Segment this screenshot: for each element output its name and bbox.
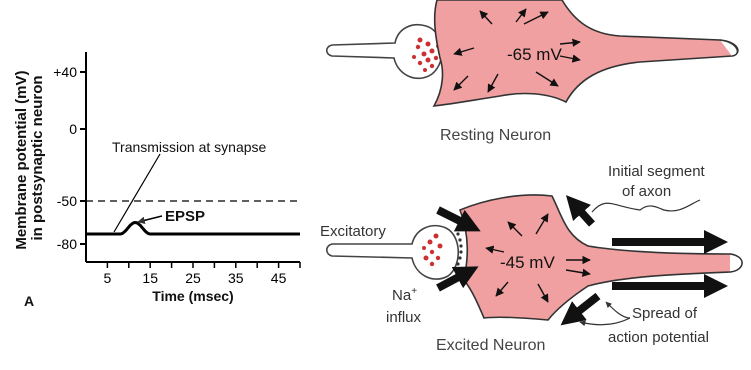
excited-neuron	[320, 163, 742, 354]
transmission-label: Transmission at synapse	[112, 139, 267, 155]
resting-cell-body	[434, 0, 738, 106]
y-tick-label: +40	[53, 64, 77, 80]
spread-label-line1: Spread of	[632, 305, 698, 322]
na-text: Na	[392, 287, 412, 304]
y-tick-label: -50	[56, 193, 77, 209]
resting-neuron	[327, 0, 738, 144]
na-superscript: +	[411, 286, 418, 297]
initial-segment-label-line2: of axon	[622, 183, 672, 200]
y-tick-label: 0	[69, 121, 77, 137]
epsp-chart	[13, 52, 300, 309]
excited-caption: Excited Neuron	[436, 337, 546, 354]
transmission-pointer	[114, 154, 160, 232]
x-axis-label: Time (msec)	[152, 288, 234, 304]
epsp-label: EPSP	[165, 208, 206, 225]
influx-label: influx	[386, 309, 422, 326]
spread-label-line2: action potential	[608, 329, 709, 346]
y-ticks	[53, 64, 86, 252]
x-tick-label: 45	[270, 270, 287, 286]
x-tick-label: 15	[142, 270, 158, 286]
y-tick-label: -80	[56, 236, 77, 252]
excited-voltage: -45 mV	[500, 253, 555, 272]
resting-voltage: -65 mV	[507, 45, 562, 64]
initial-segment-brace	[592, 200, 700, 212]
epsp-pointer	[138, 216, 162, 222]
y-axis-label	[13, 66, 46, 249]
y-axis-label-line1: Membrane potential (mV)	[13, 70, 30, 250]
na-label	[392, 286, 417, 304]
x-tick-label: 5	[103, 270, 112, 286]
x-tick-label: 25	[185, 270, 201, 286]
x-ticks	[104, 262, 300, 286]
excitatory-label: Excitatory	[320, 223, 386, 240]
resting-caption: Resting Neuron	[440, 127, 552, 144]
x-tick-label: 35	[228, 270, 244, 286]
initial-segment-label-line1: Initial segment	[608, 163, 705, 180]
panel-label: A	[24, 293, 35, 309]
y-axis-label-line2: in postsynaptic neuron	[29, 75, 46, 241]
